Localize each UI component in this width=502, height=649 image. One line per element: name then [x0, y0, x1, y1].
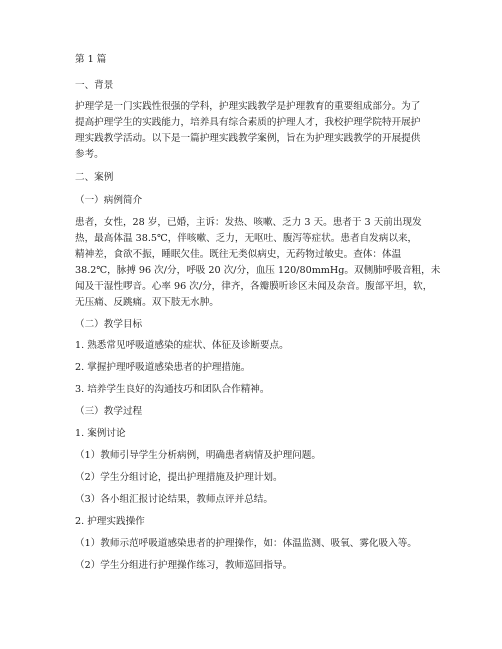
- subheading-process: （三）教学过程: [75, 406, 143, 417]
- list-item: （1）教师引导学生分析病例，明确患者病情及护理问题。: [75, 450, 321, 461]
- paragraph-line: 闻及干湿性啰音。心率 96 次/分，律齐，各瓣膜听诊区未闻及杂音。腹部平坦，软，: [75, 281, 433, 292]
- list-item: （3）各小组汇报讨论结果，教师点评并总结。: [75, 494, 273, 505]
- list-item: 3. 培养学生良好的沟通技巧和团队合作精神。: [75, 384, 270, 395]
- paragraph-line: 患者，女性，28 岁，已婚，主诉：发热、咳嗽、乏力 3 天。患者于 3 天前出现发: [75, 217, 422, 228]
- heading-case: 二、案例: [75, 172, 114, 183]
- list-item: （2）学生分组讨论，提出护理措施及护理计划。: [75, 472, 283, 483]
- paragraph-line: 无压痛、反跳痛。双下肢无水肿。: [75, 297, 219, 308]
- list-item: （2）学生分组进行护理操作练习，教师巡回指导。: [75, 560, 293, 571]
- paragraph-line: 38.2℃，脉搏 96 次/分，呼吸 20 次/分，血压 120/80mmHg。双侧肺呼吸音粗，未: [75, 265, 441, 276]
- subheading-goals: （二）教学目标: [75, 319, 143, 330]
- paragraph-line: 精神差，食欲不振，睡眠欠佳。既往无类似病史，无药物过敏史。查体：体温: [75, 249, 402, 260]
- list-item: 2. 护理实践操作: [75, 516, 145, 527]
- paragraph-line: 热，最高体温 38.5℃，伴咳嗽、乏力，无呕吐、腹泻等症状。患者自发病以来，: [75, 233, 418, 244]
- paragraph-line: 提高护理学生的实践能力，培养具有综合素质的护理人才，我校护理学院特开展护: [75, 117, 421, 128]
- paragraph-line: 理实践教学活动。以下是一篇护理实践教学案例，旨在为护理实践教学的开展提供: [75, 133, 421, 144]
- list-item: 1. 熟悉常见呼吸道感染的症状、体征及诊断要点。: [75, 340, 289, 351]
- paragraph-line: 参考。: [75, 149, 104, 160]
- list-item: （1）教师示范呼吸道感染患者的护理操作，如：体温监测、吸氧、雾化吸入等。: [75, 538, 417, 549]
- list-item: 2. 掌握护理呼吸道感染患者的护理措施。: [75, 362, 251, 373]
- subheading-case-intro: （一）病例简介: [75, 195, 143, 206]
- paragraph-line: 护理学是一门实践性很强的学科，护理实践教学是护理教育的重要组成部分。为了: [75, 101, 421, 112]
- page-label: 第 1 篇: [75, 54, 107, 65]
- list-item: 1. 案例讨论: [75, 428, 126, 439]
- heading-background: 一、背景: [75, 80, 114, 91]
